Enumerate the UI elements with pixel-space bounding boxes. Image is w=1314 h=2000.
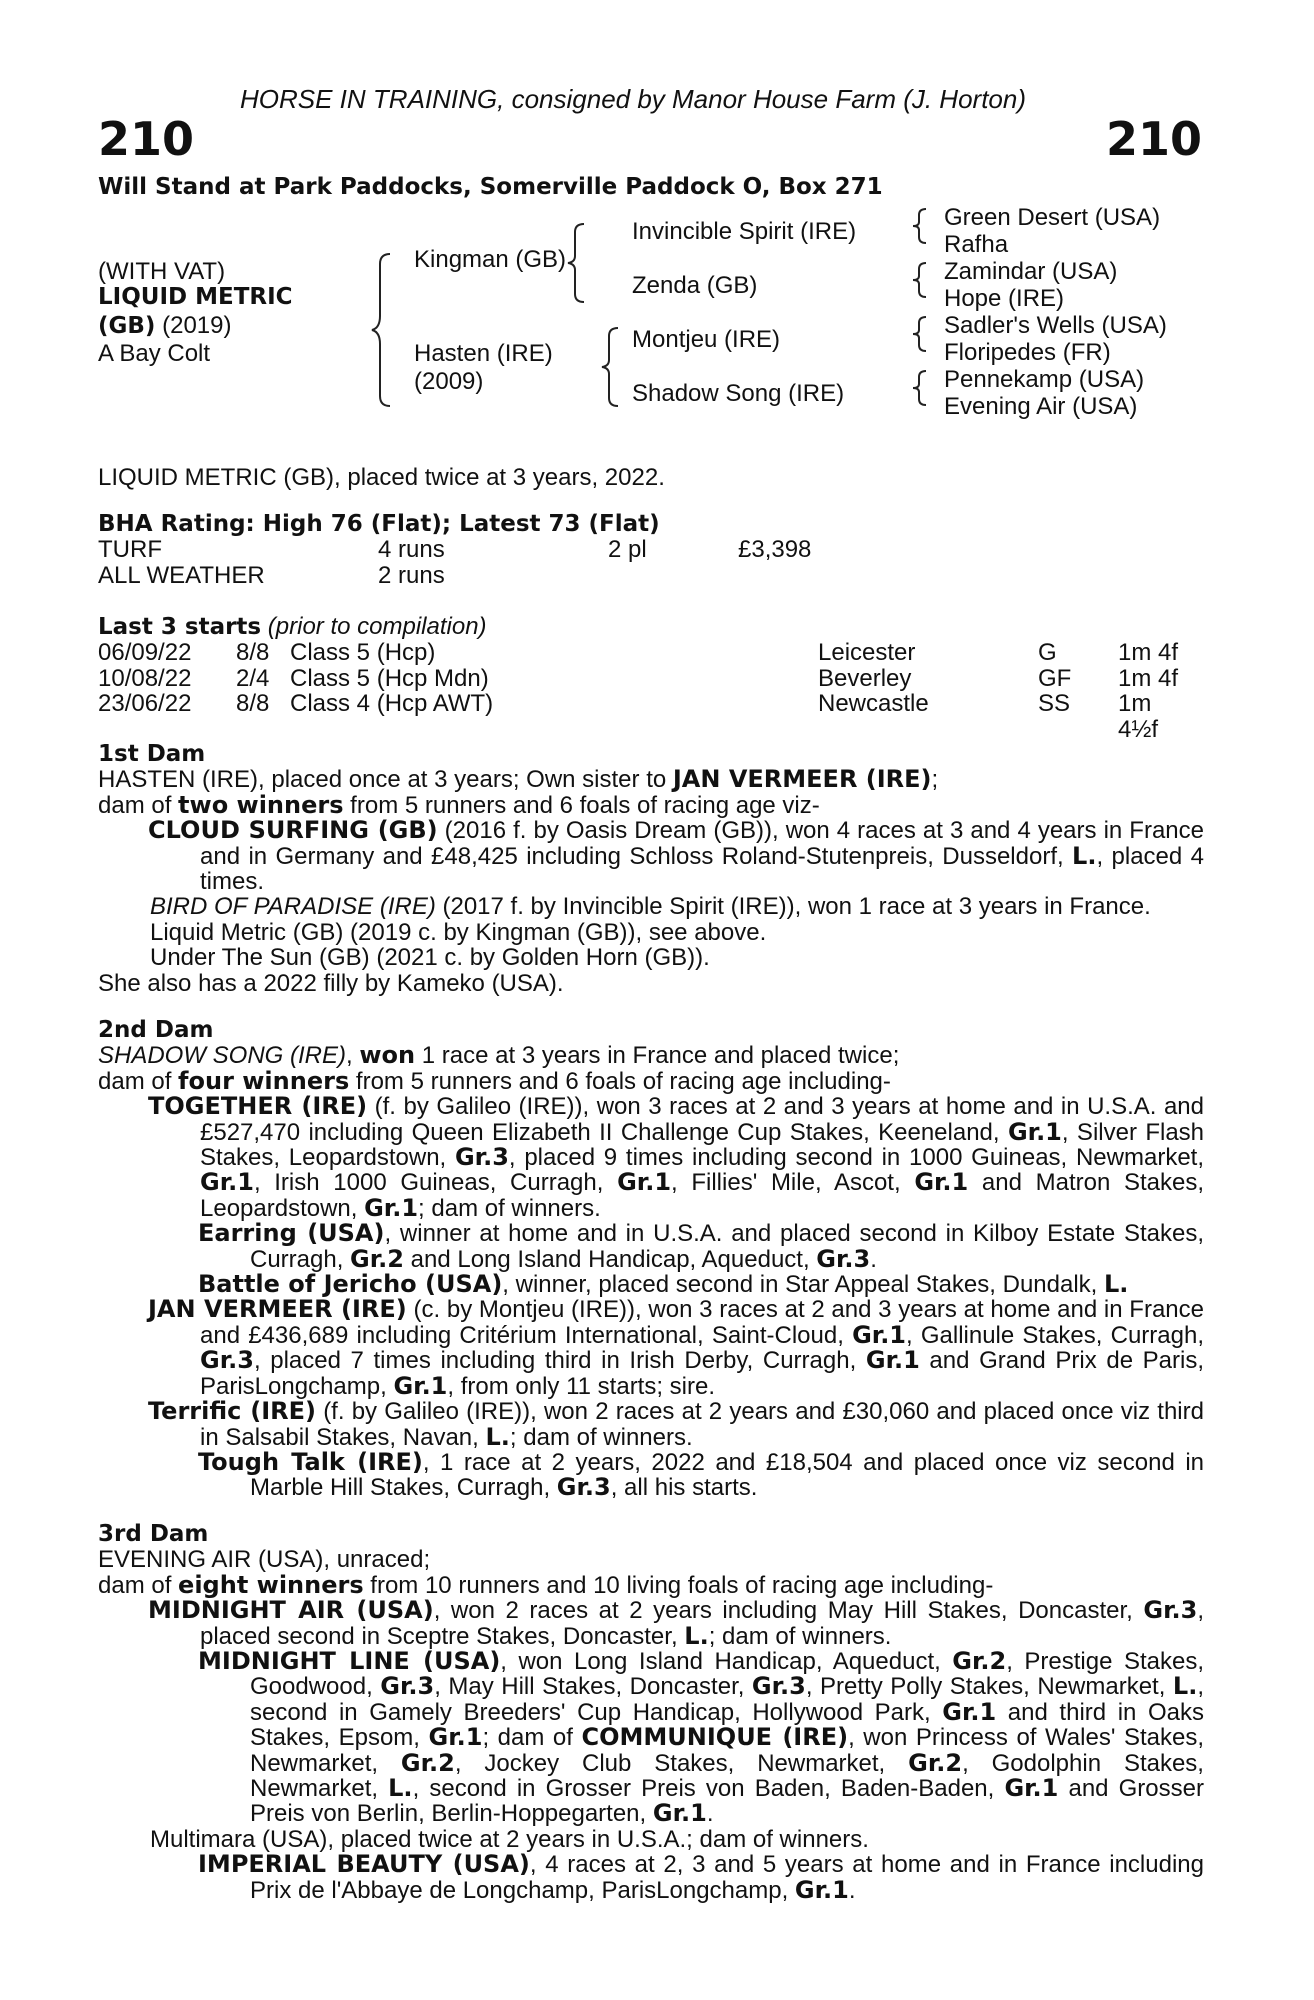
text: , Prestige Stakes, Goodwood, bbox=[250, 1648, 1204, 1701]
text-bold: Gr.3 bbox=[751, 1672, 806, 1701]
text-italic: SHADOW SONG (IRE) bbox=[98, 1042, 347, 1070]
text-bold: won bbox=[359, 1041, 416, 1070]
text-bold: Terrific (IRE) bbox=[148, 1397, 316, 1426]
text: and Long Island Handicap, Aqueduct, bbox=[403, 1245, 817, 1273]
produce-entry bbox=[98, 1399, 1204, 1450]
rating-runs: 4 runs bbox=[378, 536, 445, 564]
start-race: Class 5 (Hcp) bbox=[290, 639, 436, 667]
starts-note: (prior to compilation) bbox=[261, 613, 487, 640]
text: from 10 runners and 10 living foals of racing age including- bbox=[363, 1571, 994, 1599]
text: , placed second in Sceptre Stakes, Doncaster, bbox=[200, 1597, 1205, 1650]
pedigree-g5: Sadler's Wells (USA) bbox=[944, 312, 1167, 339]
text: dam of bbox=[98, 791, 179, 819]
text-bold: Gr.1 bbox=[794, 1875, 849, 1904]
second-dam-line bbox=[98, 1043, 1204, 1068]
text-bold: Battle of Jericho (USA) bbox=[198, 1270, 503, 1299]
pedigree-g7: Pennekamp (USA) bbox=[944, 366, 1145, 393]
first-dam-line bbox=[98, 767, 1204, 792]
text-bold: Gr.2 bbox=[908, 1748, 963, 1777]
text: and Matron Stakes, Leopardstown, bbox=[200, 1169, 1205, 1222]
consignment-line: HORSE IN TRAINING, consigned by Manor House Farm (J. Horton) bbox=[240, 84, 1027, 114]
text: (2016 f. by Oasis Dream (GB)), won 4 races at 3 and 4 years in France and in Germany and £48,425 including Schloss Roland-Stutenpreis, Dusseldorf, bbox=[200, 817, 1204, 870]
text-bold: four winners bbox=[178, 1066, 350, 1095]
text: . bbox=[870, 1245, 877, 1273]
start-distance: 1m 4½f bbox=[1118, 690, 1159, 743]
start-position: 8/8 bbox=[236, 639, 270, 667]
start-going: GF bbox=[1038, 664, 1072, 692]
text: , won Long Island Handicap, Aqueduct, bbox=[500, 1648, 953, 1676]
text-bold: two winners bbox=[178, 790, 344, 819]
rating-placed: 2 pl bbox=[608, 536, 647, 564]
stabling-line: Will Stand at Park Paddocks, Somerville Paddock O, Box 271 bbox=[98, 174, 883, 200]
produce-entry bbox=[98, 1094, 1204, 1221]
text-bold: Gr.1 bbox=[865, 1346, 920, 1375]
text: HASTEN (IRE), placed once at 3 years; Own sister to bbox=[98, 766, 673, 794]
text-bold: Gr.3 bbox=[816, 1244, 871, 1273]
text-bold: JAN VERMEER (IRE) bbox=[672, 765, 932, 794]
start-row bbox=[98, 691, 1204, 742]
rating-row bbox=[98, 537, 1204, 562]
summary-line: LIQUID METRIC (GB), placed twice at 3 years, 2022. bbox=[98, 464, 665, 491]
text-bold: Gr.1 bbox=[428, 1723, 483, 1752]
second-dam-section bbox=[98, 1018, 1204, 1501]
text: and third in Oaks Stakes, Epsom, bbox=[250, 1698, 1204, 1752]
produce-entry bbox=[98, 818, 1204, 894]
produce-entry bbox=[98, 1297, 1204, 1399]
rating-runs: 2 runs bbox=[378, 561, 445, 589]
start-going: G bbox=[1038, 639, 1057, 667]
pedigree-brace-g4 bbox=[910, 368, 932, 408]
start-race: Class 5 (Hcp Mdn) bbox=[290, 664, 489, 692]
text-bold: Tough Talk (IRE) bbox=[198, 1447, 423, 1476]
text: , 4 races at 2, 3 and 5 years at home and in France including Prix de l'Abbaye de Longchamp, ParisLongchamp, bbox=[250, 1851, 1204, 1904]
text: ; dam of winners. bbox=[509, 1423, 693, 1451]
rating-row bbox=[98, 563, 1204, 588]
text: , placed 9 times including second in 1000 Guineas, Newmarket, bbox=[508, 1144, 1204, 1172]
vat-label: (WITH VAT) bbox=[98, 258, 226, 285]
text-bold: L. bbox=[485, 1422, 510, 1451]
text: , won 2 races at 2 years including May Hill Stakes, Doncaster, bbox=[433, 1597, 1144, 1625]
text-bold: Gr.1 bbox=[652, 1799, 707, 1828]
text: , 1 race at 2 years, 2022 and £18,504 and placed once viz second in Marble Hill Stakes, Curragh, bbox=[250, 1448, 1205, 1502]
text-bold: Gr.3 bbox=[200, 1346, 254, 1375]
starts-title: Last 3 starts bbox=[98, 614, 262, 640]
pedigree-g3: Zamindar (USA) bbox=[944, 258, 1118, 285]
text-bold: Gr.1 bbox=[200, 1168, 254, 1197]
pedigree-dam: Hasten (IRE) bbox=[414, 340, 553, 367]
start-course: Beverley bbox=[818, 664, 912, 692]
start-date: 10/08/22 bbox=[98, 664, 192, 692]
start-position: 8/8 bbox=[236, 690, 270, 718]
second-dam-title: 2nd Dam bbox=[98, 1017, 214, 1043]
start-race: Class 4 (Hcp AWT) bbox=[290, 690, 494, 718]
produce-entry bbox=[98, 1598, 1204, 1649]
pedigree-dam-sire: Montjeu (IRE) bbox=[632, 326, 781, 353]
text: ; dam of winners. bbox=[418, 1194, 601, 1222]
start-date: 06/09/22 bbox=[98, 639, 192, 667]
produce-entry bbox=[98, 1272, 1204, 1297]
horse-description: A Bay Colt bbox=[98, 340, 211, 367]
text-bold: TOGETHER (IRE) bbox=[148, 1092, 368, 1121]
rating-earnings: £3,398 bbox=[738, 536, 812, 564]
text-bold: eight winners bbox=[178, 1570, 364, 1599]
horse-name: LIQUID METRIC bbox=[98, 284, 293, 310]
text: , Gallinule Stakes, Curragh, bbox=[906, 1321, 1204, 1349]
start-course: Newcastle bbox=[818, 690, 929, 718]
text-bold: L. bbox=[684, 1621, 709, 1650]
text-bold: MIDNIGHT AIR (USA) bbox=[148, 1596, 434, 1625]
text-bold: Gr.1 bbox=[364, 1193, 419, 1222]
rating-surface: ALL WEATHER bbox=[98, 561, 265, 589]
start-distance: 1m 4f bbox=[1118, 664, 1179, 692]
produce-entry: Multimara (USA), placed twice at 2 years in U.S.A.; dam of winners. bbox=[150, 1825, 869, 1853]
second-dam-produce-line bbox=[98, 1066, 1204, 1095]
first-dam-title: 1st Dam bbox=[98, 741, 206, 767]
first-dam-section bbox=[98, 742, 1204, 996]
pedigree-sire-sire: Invincible Spirit (IRE) bbox=[632, 218, 857, 245]
horse-country: (GB) bbox=[98, 313, 156, 339]
text: , bbox=[346, 1042, 360, 1070]
pedigree-brace-main bbox=[370, 250, 400, 410]
text-bold: Gr.2 bbox=[400, 1748, 455, 1777]
rating-title: BHA Rating: High 76 (Flat); Latest 73 (Flat) bbox=[98, 511, 660, 537]
text: , Fillies' Mile, Ascot, bbox=[671, 1169, 915, 1197]
text-bold: Gr.1 bbox=[914, 1168, 969, 1197]
pedigree-brace-g3 bbox=[910, 314, 932, 354]
produce-entry: Under The Sun (GB) (2021 c. by Golden Horn (GB)). bbox=[150, 944, 710, 972]
text-bold: MIDNIGHT LINE (USA) bbox=[198, 1647, 501, 1676]
text-bold: Gr.1 bbox=[617, 1168, 672, 1197]
text-bold: Gr.1 bbox=[1007, 1117, 1062, 1146]
text-bold: IMPERIAL BEAUTY (USA) bbox=[198, 1850, 530, 1879]
pedigree-g8: Evening Air (USA) bbox=[944, 393, 1138, 420]
text: . bbox=[848, 1876, 856, 1904]
text-bold: L. bbox=[1104, 1270, 1129, 1299]
produce-entry: Liquid Metric (GB) (2019 c. by Kingman (GB)), see above. bbox=[150, 918, 767, 946]
text-bold: Gr.2 bbox=[952, 1647, 1007, 1676]
text: , won Princess of Wales' Stakes, Newmarket, bbox=[250, 1724, 1204, 1777]
text: ; dam of bbox=[482, 1724, 582, 1752]
start-date: 23/06/22 bbox=[98, 690, 192, 718]
pedigree-g6: Floripedes (FR) bbox=[944, 339, 1111, 366]
text: from 5 runners and 6 foals of racing age including- bbox=[349, 1067, 891, 1095]
first-dam-produce-line bbox=[98, 790, 1204, 819]
text: (2017 f. by Invincible Spirit (IRE)), won 1 race at 3 years in France. bbox=[435, 893, 1151, 921]
pedigree-brace-dam bbox=[600, 324, 626, 410]
horse-name-country-year bbox=[98, 312, 231, 340]
pedigree-g1: Green Desert (USA) bbox=[944, 204, 1161, 231]
produce-entry bbox=[98, 1447, 1205, 1502]
third-dam-section bbox=[98, 1522, 1204, 1903]
text: , winner at home and in U.S.A. and placed second in Kilboy Estate Stakes, Curragh, bbox=[250, 1220, 1204, 1273]
start-going: SS bbox=[1038, 690, 1071, 718]
text: dam of bbox=[98, 1067, 179, 1095]
text-bold: L. bbox=[1172, 1672, 1198, 1701]
text: (f. by Galileo (IRE)), won 2 races at 2 years and £30,060 and placed once viz third in Salsabil Stakes, Navan, bbox=[200, 1398, 1204, 1451]
start-distance: 1m 4f bbox=[1118, 639, 1179, 667]
text: ; bbox=[931, 766, 939, 794]
pedigree-brace-g2 bbox=[910, 260, 932, 300]
produce-entry bbox=[98, 1221, 1204, 1272]
text: , Silver Flash Stakes, Leopardstown, bbox=[200, 1118, 1205, 1172]
text-bold: Gr.1 bbox=[1004, 1774, 1059, 1803]
text-bold: Gr.1 bbox=[942, 1697, 997, 1726]
rating-block bbox=[98, 512, 1204, 588]
text: , May Hill Stakes, Doncaster, bbox=[434, 1673, 752, 1701]
text: , winner, placed second in Star Appeal Stakes, Dundalk, bbox=[502, 1271, 1104, 1299]
text-italic: BIRD OF PARADISE (IRE) bbox=[150, 893, 436, 921]
start-row bbox=[98, 640, 1204, 665]
text: , Irish 1000 Guineas, Curragh, bbox=[253, 1169, 618, 1197]
text-bold: COMMUNIQUE (IRE) bbox=[581, 1723, 849, 1752]
text: (c. by Montjeu (IRE)), won 3 races at 2 and 3 years at home and in France and £436,689 including Critérium International, Saint-Cloud, bbox=[200, 1296, 1204, 1349]
text-bold: Gr.2 bbox=[350, 1244, 404, 1273]
text-bold: Gr.3 bbox=[1143, 1596, 1198, 1625]
start-course: Leicester bbox=[818, 639, 916, 667]
text: , all his starts. bbox=[610, 1474, 758, 1502]
start-row bbox=[98, 666, 1204, 691]
text-bold: Gr.3 bbox=[380, 1672, 435, 1701]
text: and Grand Prix de Paris, ParisLongchamp, bbox=[200, 1347, 1204, 1400]
starts-block bbox=[98, 614, 1204, 742]
text: 1 race at 3 years in France and placed twice; bbox=[415, 1042, 900, 1070]
text-bold: Earring (USA) bbox=[198, 1219, 385, 1248]
text: , second in Gamely Breeders' Cup Handicap, Hollywood Park, bbox=[250, 1673, 1204, 1726]
start-position: 2/4 bbox=[236, 664, 270, 692]
produce-entry bbox=[98, 1649, 1204, 1827]
produce-entry bbox=[98, 1852, 1204, 1903]
pedigree-g2: Rafha bbox=[944, 231, 1009, 258]
pedigree-brace-sire bbox=[566, 220, 592, 306]
rating-surface: TURF bbox=[98, 536, 162, 564]
text-bold: L. bbox=[388, 1774, 413, 1803]
text-bold: Gr.1 bbox=[852, 1320, 907, 1349]
third-dam-title: 3rd Dam bbox=[98, 1521, 209, 1547]
text: , from only 11 starts; sire. bbox=[447, 1372, 716, 1400]
text: , Jockey Club Stakes, Newmarket, bbox=[454, 1749, 909, 1777]
text: and Grosser Preis von Berlin, Berlin-Hoppegarten, bbox=[250, 1775, 1204, 1828]
third-dam-line: EVENING AIR (USA), unraced; bbox=[98, 1546, 431, 1574]
lot-number-right: 210 bbox=[1105, 112, 1202, 166]
text-bold: CLOUD SURFING (GB) bbox=[148, 816, 438, 845]
text: dam of bbox=[98, 1571, 179, 1599]
starts-heading bbox=[98, 614, 1204, 640]
text: from 5 runners and 6 foals of racing age viz- bbox=[343, 791, 820, 819]
text: (f. by Galileo (IRE)), won 3 races at 2 and 3 years at home and in U.S.A. and £527,470 including Queen Elizabeth II Challenge Cup Stakes, Keeneland, bbox=[200, 1093, 1204, 1146]
pedigree-g4: Hope (IRE) bbox=[944, 285, 1065, 312]
text-bold: Gr.3 bbox=[454, 1143, 509, 1172]
text: , Godolphin Stakes, Newmarket, bbox=[250, 1749, 1204, 1803]
pedigree-sire: Kingman (GB) bbox=[414, 246, 567, 273]
produce-note: She also has a 2022 filly by Kameko (USA). bbox=[98, 969, 564, 997]
text-bold: Gr.1 bbox=[393, 1371, 448, 1400]
pedigree-dam-year: (2009) bbox=[414, 368, 484, 395]
text: , second in Grosser Preis von Baden, Baden-Baden, bbox=[412, 1775, 1005, 1803]
text: , Pretty Polly Stakes, Newmarket, bbox=[805, 1673, 1173, 1701]
text: , placed 4 times. bbox=[200, 842, 1204, 896]
produce-entry bbox=[98, 894, 1204, 919]
text: ; dam of winners. bbox=[708, 1622, 892, 1650]
horse-year: (2019) bbox=[155, 312, 232, 339]
text: . bbox=[706, 1800, 714, 1828]
lot-number-left: 210 bbox=[98, 112, 195, 166]
text-bold: Gr.3 bbox=[556, 1473, 611, 1502]
third-dam-produce-line bbox=[98, 1570, 1204, 1599]
pedigree-brace-g1 bbox=[910, 206, 932, 246]
pedigree-sire-dam: Zenda (GB) bbox=[632, 272, 758, 299]
pedigree-dam-dam: Shadow Song (IRE) bbox=[632, 380, 845, 407]
text: , placed 7 times including third in Irish Derby, Curragh, bbox=[253, 1347, 866, 1375]
text-bold: L. bbox=[1072, 841, 1097, 870]
text-bold: JAN VERMEER (IRE) bbox=[148, 1295, 407, 1324]
